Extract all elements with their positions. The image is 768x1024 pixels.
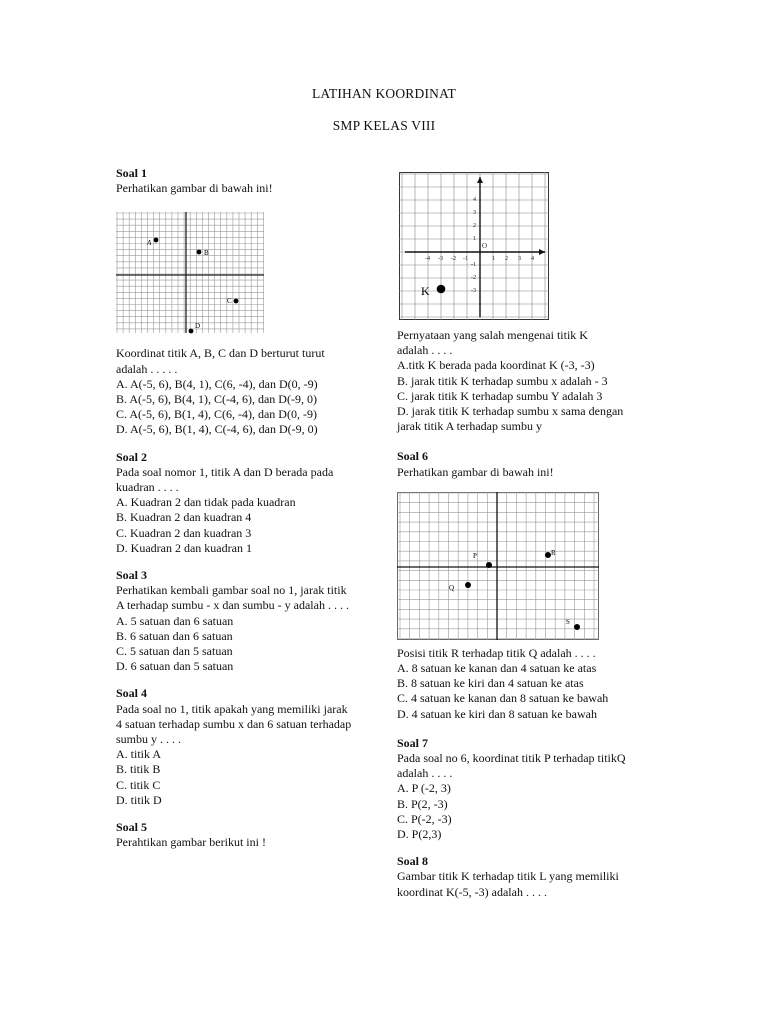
soal-4-question: sumbu y . . . . bbox=[116, 732, 182, 747]
soal-6-intro: Perhatikan gambar di bawah ini! bbox=[397, 464, 554, 479]
point-c-label: C bbox=[227, 297, 232, 306]
y-tick-4: 4 bbox=[473, 197, 476, 203]
option-a: A. 8 satuan ke kanan dan 4 satuan ke atas bbox=[397, 661, 597, 676]
point-k-label: K bbox=[421, 284, 430, 298]
soal-2-question: Pada soal nomor 1, titik A dan D berada pada bbox=[116, 464, 334, 479]
option-b: B. 6 satuan dan 6 satuan bbox=[116, 628, 233, 643]
soal-2-heading: Soal 2 bbox=[116, 449, 148, 464]
soal-8-question: Gambar titik K terhadap titik L yang memiliki bbox=[397, 869, 619, 884]
option-d: D. P(2,3) bbox=[397, 827, 442, 842]
option-d: D. A(-5, 6), B(1, 4), C(-4, 6), dan D(-9, 0) bbox=[116, 422, 318, 437]
point-s-label: S bbox=[566, 617, 570, 626]
point-p-label: P bbox=[473, 551, 477, 560]
point-c bbox=[234, 299, 239, 304]
point-d-label: D bbox=[195, 322, 201, 331]
point-a bbox=[154, 238, 159, 243]
option-d: D. Kuadran 2 dan kuadran 1 bbox=[116, 540, 252, 555]
option-d: D. titik D bbox=[116, 792, 162, 807]
x-tick-2: 2 bbox=[505, 256, 508, 262]
option-d: D. 6 satuan dan 5 satuan bbox=[116, 659, 234, 674]
option-a: A. Kuadran 2 dan tidak pada kuadran bbox=[116, 495, 296, 510]
option-a: A. titik A bbox=[116, 747, 162, 762]
option-c: C. 5 satuan dan 5 satuan bbox=[116, 644, 233, 659]
option-d: D. jarak titik K terhadap sumbu x sama dengan bbox=[397, 404, 624, 419]
x-tick-3: 3 bbox=[518, 256, 521, 262]
soal-4-question: 4 satuan terhadap sumbu x dan 6 satuan terhadap bbox=[116, 716, 352, 731]
option-c: C. 4 satuan ke kanan dan 8 satuan ke bawah bbox=[397, 691, 609, 706]
y-tick-3: 3 bbox=[473, 210, 476, 216]
soal-2-question: kuadran . . . . bbox=[116, 480, 179, 495]
point-q-label: Q bbox=[449, 583, 455, 592]
page-subtitle: SMP KELAS VIII bbox=[332, 118, 436, 133]
page-title: LATIHAN KOORDINAT bbox=[311, 86, 456, 101]
soal-6-graph bbox=[397, 492, 599, 640]
soal-1-options bbox=[116, 377, 378, 438]
x-tick-neg1: -1 bbox=[463, 256, 468, 262]
soal-3-question: Perhatikan kembali gambar soal no 1, jarak titik bbox=[116, 583, 347, 598]
option-b: B. 8 satuan ke kiri dan 4 satuan ke atas bbox=[397, 676, 584, 691]
option-b: B. A(-5, 6), B(4, 1), C(-4, 6), dan D(-9, 0) bbox=[116, 392, 317, 407]
soal-5-intro: Perahtikan gambar berikut ini ! bbox=[116, 835, 266, 850]
option-c: C. A(-5, 6), B(1, 4), C(6, -4), dan D(0, -9) bbox=[116, 407, 317, 422]
option-b: B. jarak titik K terhadap sumbu x adalah - 3 bbox=[397, 373, 608, 388]
right-column bbox=[397, 328, 659, 900]
soal-8-question: koordinat K(-5, -3) adalah . . . . bbox=[397, 884, 547, 899]
soal-7-question: Pada soal no 6, koordinat titik P terhadap titikQ bbox=[397, 751, 626, 766]
soal-5-question: Pernyataan yang salah mengenai titik K adalah . . . . A.titk K berada pada koordinat K (-3, -3) B. jarak titik K terhadap sumbu x adalah - 3 C. jarak titik K terhadap sumbu Y adalah 3 D. jarak titik K terhadap sumbu x sama dengan jarak titik A terhadap sumbu y bbox=[397, 328, 659, 434]
option-c: C. titik C bbox=[116, 777, 161, 792]
x-tick-neg4: -4 bbox=[425, 256, 430, 262]
soal-4-question: Pada soal no 1, titik apakah yang memiliki jarak bbox=[116, 701, 348, 716]
soal-5-graph bbox=[399, 172, 549, 320]
soal-8-heading: Soal 8 bbox=[397, 854, 429, 869]
option-a: A. A(-5, 6), B(4, 1), C(6, -4), dan D(0, -9) bbox=[116, 376, 318, 391]
soal-3-question: A terhadap sumbu - x dan sumbu - y adalah . . . . bbox=[116, 598, 349, 613]
soal-1-heading: Soal 1 bbox=[116, 166, 148, 180]
soal-3-heading: Soal 3 bbox=[116, 568, 148, 583]
soal-7-question: adalah . . . . bbox=[397, 766, 453, 781]
y-tick-neg2: -2 bbox=[471, 275, 476, 281]
point-b-label: B bbox=[204, 249, 209, 258]
x-tick-4: 4 bbox=[531, 256, 534, 262]
point-s bbox=[574, 624, 580, 630]
option-a: A.titk K berada pada koordinat K (-3, -3) bbox=[397, 358, 595, 373]
option-a: A. 5 satuan dan 6 satuan bbox=[116, 613, 234, 628]
soal-4-heading: Soal 4 bbox=[116, 686, 148, 701]
point-k bbox=[437, 285, 446, 294]
point-b bbox=[197, 250, 202, 255]
y-tick-neg1: -1 bbox=[471, 262, 476, 268]
option-b: B. Kuadran 2 dan kuadran 4 bbox=[116, 510, 252, 525]
y-tick-2: 2 bbox=[473, 223, 476, 229]
soal-6-heading: Soal 6 bbox=[397, 449, 429, 464]
y-tick-neg3: -3 bbox=[471, 288, 476, 294]
option-b: B. P(2, -3) bbox=[397, 796, 448, 811]
x-tick-neg2: -2 bbox=[451, 256, 456, 262]
point-d bbox=[189, 329, 194, 334]
option-a: A. P (-2, 3) bbox=[397, 781, 451, 796]
point-r-label: R bbox=[551, 548, 556, 557]
option-b: B. titik B bbox=[116, 762, 161, 777]
option-d: D. 4 satuan ke kiri dan 8 satuan ke bawah bbox=[397, 706, 597, 721]
soal-1-intro: Perhatikan gambar di bawah ini! bbox=[116, 181, 273, 196]
soal-5-heading: Soal 5 bbox=[116, 820, 148, 835]
left-column bbox=[116, 166, 378, 851]
point-p bbox=[486, 562, 492, 568]
origin-label: O bbox=[482, 242, 488, 250]
x-tick-1: 1 bbox=[492, 256, 495, 262]
soal-1-graph bbox=[116, 212, 266, 334]
soal-7-heading: Soal 7 bbox=[397, 735, 429, 750]
y-tick-1: 1 bbox=[473, 236, 476, 242]
point-q bbox=[465, 582, 471, 588]
soal-1-question: Koordinat titik A, B, C dan D berturut turut adalah . . . . . bbox=[116, 346, 325, 376]
option-c: C. jarak titik K terhadap sumbu Y adalah 3 bbox=[397, 388, 603, 403]
option-c: C. Kuadran 2 dan kuadran 3 bbox=[116, 525, 252, 540]
option-c: C. P(-2, -3) bbox=[397, 811, 452, 826]
x-tick-neg3: -3 bbox=[438, 256, 443, 262]
point-a-label: A bbox=[147, 239, 152, 248]
soal-6-question: Posisi titik R terhadap titik Q adalah . . . . bbox=[397, 645, 596, 660]
